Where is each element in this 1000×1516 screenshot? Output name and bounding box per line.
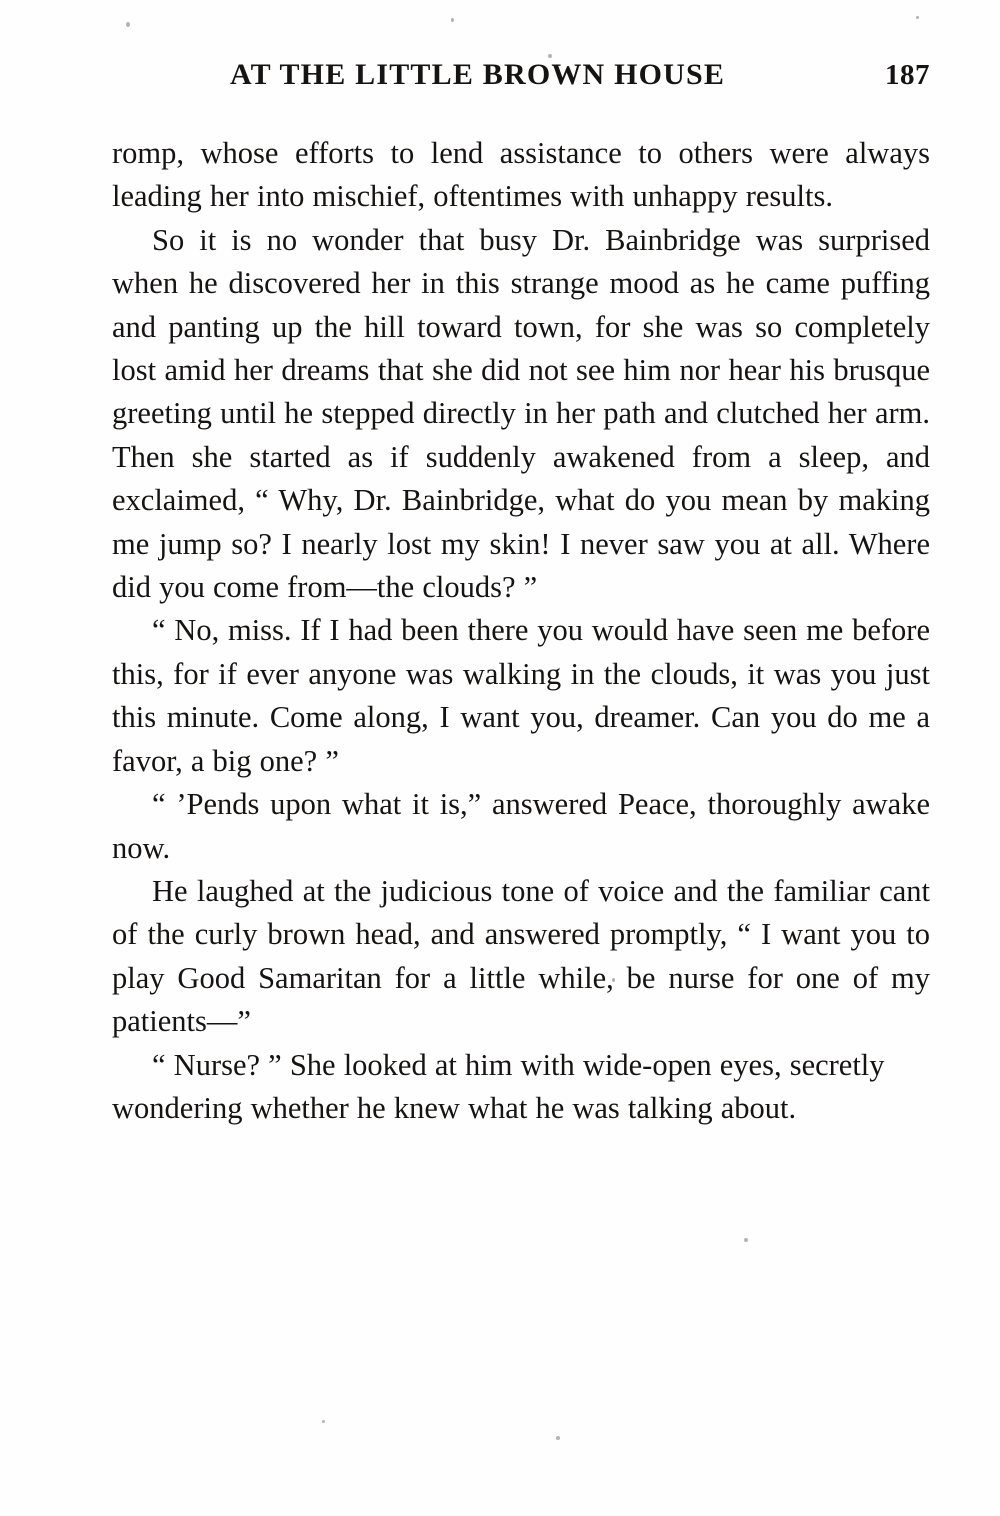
running-title: AT THE LITTLE BROWN HOUSE [230, 58, 726, 91]
page-body [112, 132, 930, 1130]
paper-speck [451, 18, 454, 22]
paper-speck [916, 16, 919, 19]
paragraph: “ Nurse? ” She looked at him with wide-open eyes, secretly wondering whether he knew what he was talking about. [112, 1047, 885, 1125]
paper-speck [556, 1436, 560, 1440]
paper-speck [126, 22, 130, 27]
paper-speck [322, 1420, 325, 1423]
paragraph: He laughed at the judicious tone of voice and the familiar cant of the curly brown head, and answered promptly, “ I want you to play Good Samaritan for a little while, be nurse for one of my patients—” [112, 873, 930, 1039]
paper-speck [744, 1238, 748, 1242]
paragraph: So it is no wonder that busy Dr. Bainbridge was surprised when he discovered her in this strange mood as he came puffing and panting up the hill toward town, for she was so completely lost amid her dreams that she did not see him nor hear his brusque greeting until he stepped directly in her path and clutched her arm. Then she started as if suddenly awakened from a sleep, and exclaimed, “ Why, Dr. Bainbridge, what do you mean by making me jump so? I nearly lost my skin! I never saw you at all. Where did you come from—the clouds? ” [112, 222, 930, 605]
paragraph: romp, whose efforts to lend assistance to others were always leading her into mischief, oftentimes with unhappy results. [112, 136, 930, 214]
page-number: 187 [885, 59, 930, 91]
paragraph: “ No, miss. If I had been there you would have seen me before this, for if ever anyone was walking in the clouds, it was you just this minute. Come along, I want you, dreamer. Can you do me a favor, a big one? ” [112, 613, 930, 778]
page-header [112, 58, 930, 98]
paragraph: “ ’Pends upon what it is,” answered Peace, thoroughly awake now. [112, 787, 930, 865]
